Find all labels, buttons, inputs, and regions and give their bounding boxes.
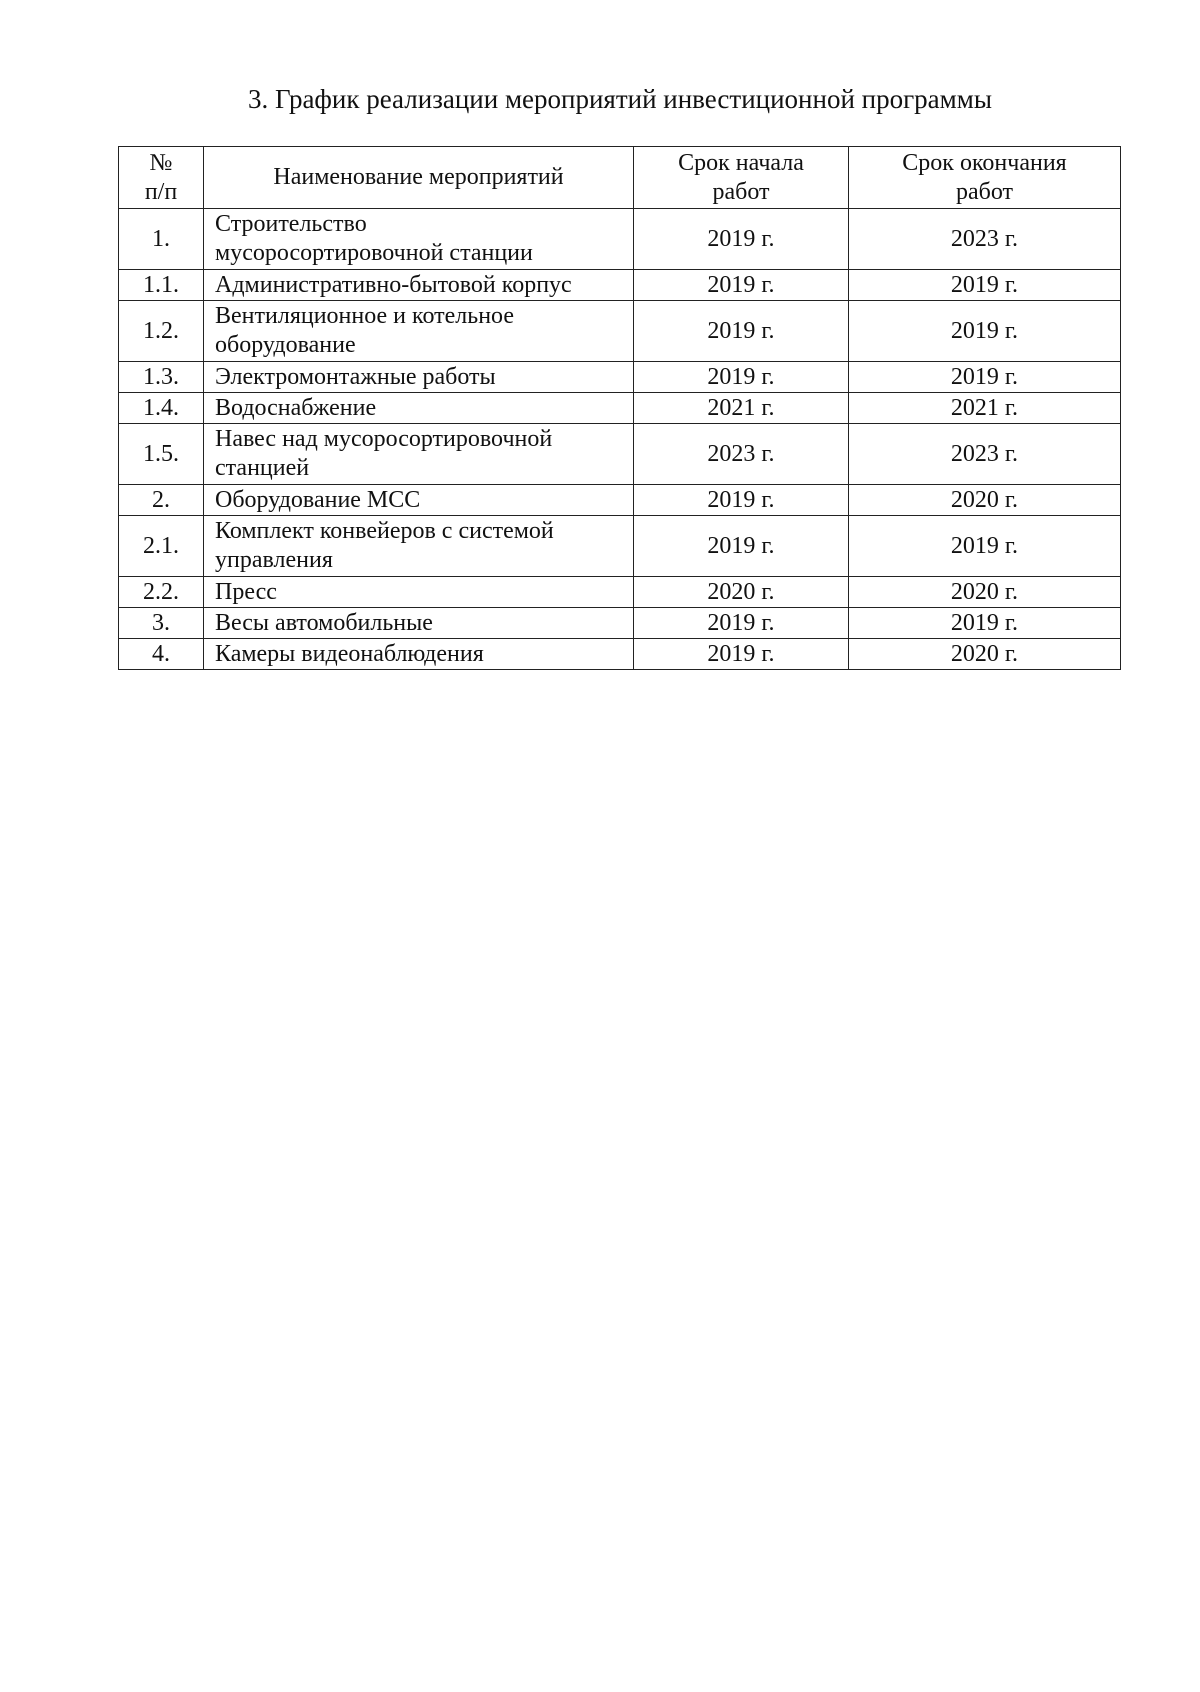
activity-name — [204, 577, 634, 608]
start-date: 2019 г. — [634, 362, 849, 393]
activity-name-line: Камеры видеонаблюдения — [215, 640, 484, 667]
activity-name-line: Электромонтажные работы — [215, 363, 496, 390]
activity-name-line: Водоснабжение — [215, 394, 377, 421]
table-row — [119, 516, 1121, 577]
header-start-date — [634, 147, 849, 209]
activity-name — [204, 608, 634, 639]
activity-name-line: Административно-бытовой корпус — [215, 271, 572, 298]
activity-name-line: Навес над мусоросортировочной — [215, 426, 553, 452]
start-date: 2019 г. — [634, 639, 849, 670]
activity-name-line: оборудование — [215, 332, 356, 358]
activity-name-line: Вентиляционное и котельное — [215, 303, 514, 329]
table-body — [119, 209, 1121, 670]
table-row — [119, 639, 1121, 670]
end-date: 2020 г. — [849, 577, 1121, 608]
end-date: 2023 г. — [849, 209, 1121, 270]
end-date: 2019 г. — [849, 270, 1121, 301]
header-end-line1: Срок окончания — [902, 149, 1067, 176]
activity-name-line: Оборудование МСС — [215, 486, 421, 513]
end-date: 2020 г. — [849, 485, 1121, 516]
end-date: 2019 г. — [849, 301, 1121, 362]
activity-name — [204, 485, 634, 516]
end-date: 2019 г. — [849, 608, 1121, 639]
header-start-line2: работ — [712, 178, 770, 205]
header-start-line1: Срок начала — [678, 149, 804, 176]
activity-name-line: Весы автомобильные — [215, 609, 433, 636]
header-number-line1: № — [149, 149, 173, 176]
implementation-schedule-table — [118, 146, 1121, 670]
activity-name — [204, 393, 634, 424]
row-number: 2. — [119, 485, 204, 516]
activity-name — [204, 639, 634, 670]
start-date: 2019 г. — [634, 270, 849, 301]
activity-name — [204, 209, 634, 270]
activity-name-line: мусоросортировочной станции — [215, 240, 533, 266]
row-number: 1.4. — [119, 393, 204, 424]
end-date: 2020 г. — [849, 639, 1121, 670]
table-row — [119, 608, 1121, 639]
activity-name-line: Пресс — [215, 578, 277, 605]
row-number: 4. — [119, 639, 204, 670]
row-number: 1.1. — [119, 270, 204, 301]
row-number: 1.5. — [119, 424, 204, 485]
start-date: 2019 г. — [634, 608, 849, 639]
start-date: 2021 г. — [634, 393, 849, 424]
table-row — [119, 301, 1121, 362]
row-number: 1.3. — [119, 362, 204, 393]
start-date: 2019 г. — [634, 516, 849, 577]
activity-name-line: Строительство — [215, 211, 367, 237]
end-date: 2023 г. — [849, 424, 1121, 485]
start-date: 2023 г. — [634, 424, 849, 485]
row-number: 1.2. — [119, 301, 204, 362]
document-title: 3. График реализации мероприятий инвестиционной программы — [248, 84, 992, 114]
row-number: 1. — [119, 209, 204, 270]
table-header-row — [119, 147, 1121, 209]
header-number — [119, 147, 204, 209]
start-date: 2019 г. — [634, 485, 849, 516]
activity-name — [204, 424, 634, 485]
activity-name-line: управления — [215, 547, 333, 573]
activity-name — [204, 270, 634, 301]
header-activity-name: Наименование мероприятий — [204, 147, 634, 209]
end-date: 2021 г. — [849, 393, 1121, 424]
table-row — [119, 424, 1121, 485]
end-date: 2019 г. — [849, 362, 1121, 393]
table-row — [119, 393, 1121, 424]
header-end-date — [849, 147, 1121, 209]
start-date: 2019 г. — [634, 209, 849, 270]
table-row — [119, 270, 1121, 301]
row-number: 3. — [119, 608, 204, 639]
row-number: 2.1. — [119, 516, 204, 577]
activity-name-line: Комплект конвейеров с системой — [215, 518, 554, 544]
table-row — [119, 362, 1121, 393]
end-date: 2019 г. — [849, 516, 1121, 577]
table-row — [119, 485, 1121, 516]
row-number: 2.2. — [119, 577, 204, 608]
activity-name — [204, 362, 634, 393]
table-row — [119, 209, 1121, 270]
activity-name — [204, 516, 634, 577]
table-row — [119, 577, 1121, 608]
header-number-line2: п/п — [144, 178, 178, 205]
start-date: 2019 г. — [634, 301, 849, 362]
activity-name — [204, 301, 634, 362]
activity-name-line: станцией — [215, 455, 310, 481]
start-date: 2020 г. — [634, 577, 849, 608]
header-end-line2: работ — [955, 178, 1014, 205]
